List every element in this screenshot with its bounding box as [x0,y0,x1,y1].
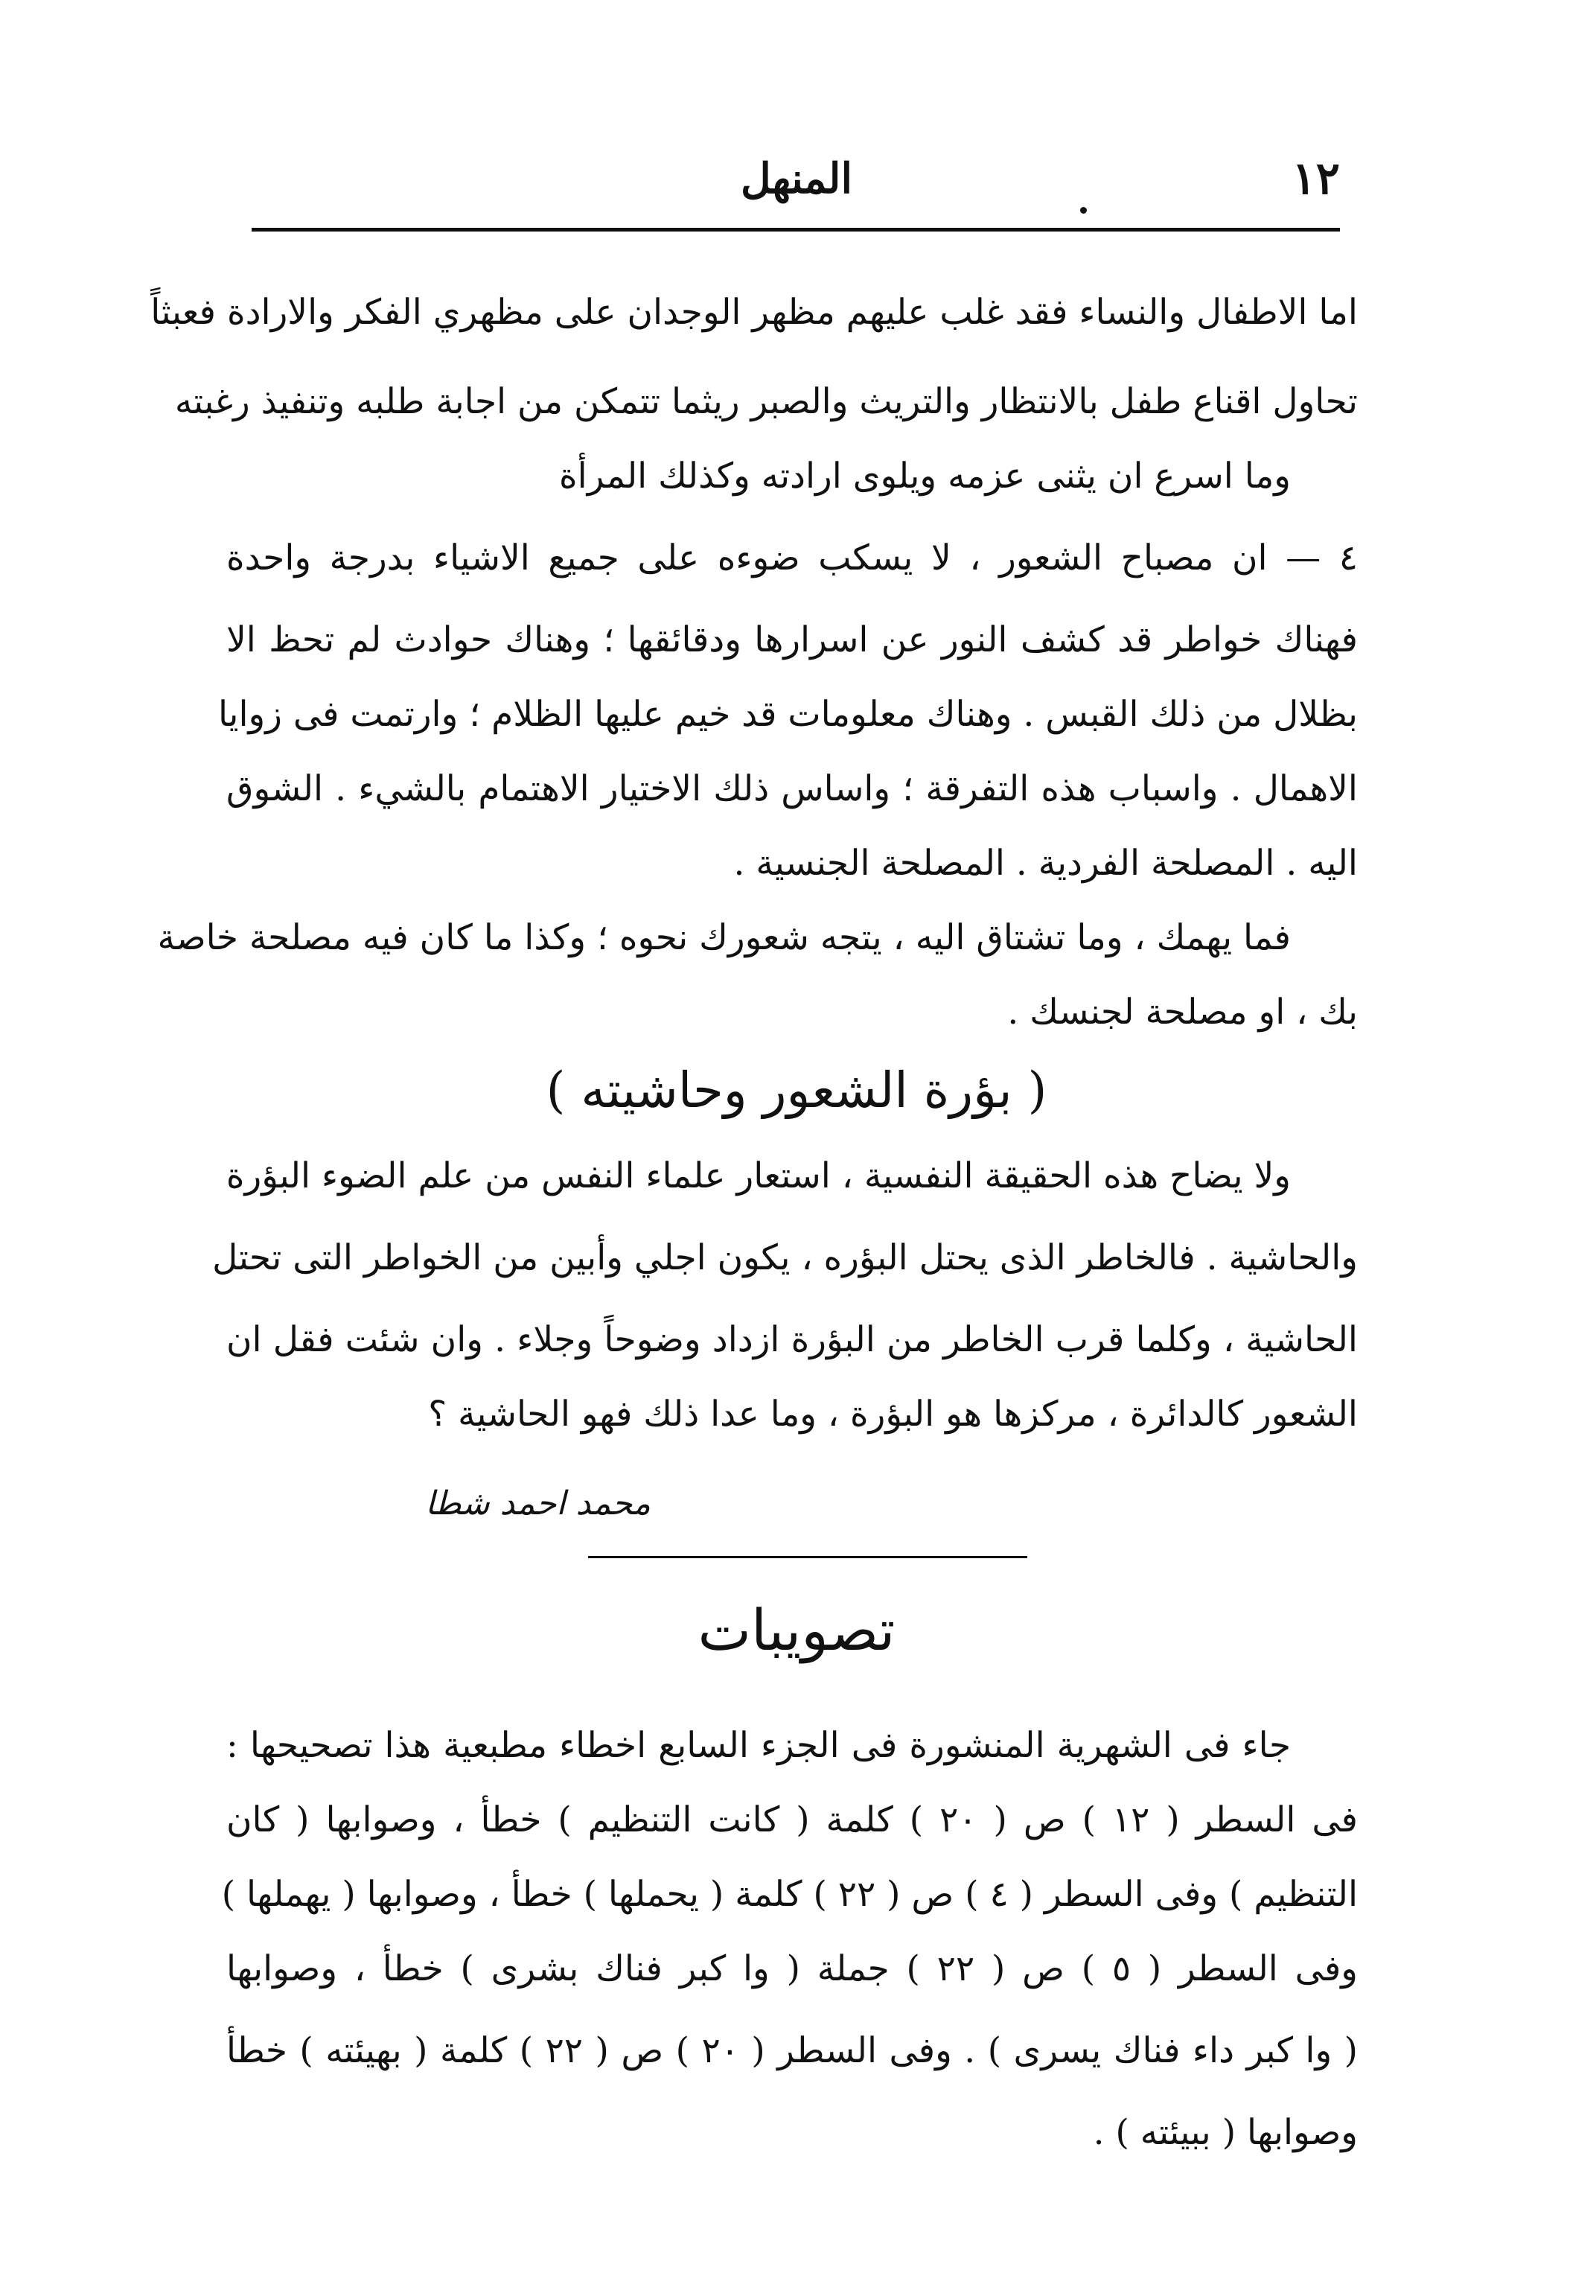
article-line: بظلال من ذلك القبس . وهناك معلومات قد خيم عليها الظلام ؛ وارتمت فى زوايا [218,694,1358,735]
page-header [253,149,1340,208]
section-divider [588,1556,1027,1558]
header-rule [252,228,1340,232]
article-line: وما اسرع ان يثنى عزمه ويلوى ارادته وكذلك المرأة [559,456,1291,497]
corrections-title: تصويبات [698,1597,896,1663]
ink-dot [1080,207,1087,214]
article-line: اما الاطفال والنساء فقد غلب عليهم مظهر الوجدان على مظهري الفكر والارادة فعبثاً [150,292,1358,333]
article-line: ٤ — ان مصباح الشعور ، لا يسكب ضوءه على جميع الاشياء بدرجة واحدة [226,538,1358,578]
section-line: الحاشية ، وكلما قرب الخاطر من البؤرة ازداد وضوحاً وجلاء . وان شئت فقل ان [226,1319,1358,1360]
article-line: الاهمال . واسباب هذه التفرقة ؛ واساس ذلك الاختيار الاهتمام بالشيء . الشوق [226,768,1358,809]
correction-line: التنظيم ) وفى السطر ( ٤ ) ص ( ٢٢ ) كلمة ( يحملها ) خطأ ، وصوابها ( يهملها ) [221,1874,1358,1915]
article-line: بك ، او مصلحة لجنسك . [1007,992,1358,1033]
article-line: فما يهمك ، وما تشتاق اليه ، يتجه شعورك نحوه ؛ وكذا ما كان فيه مصلحة خاصة [157,917,1291,958]
correction-line: فى السطر ( ١٢ ) ص ( ٢٠ ) كلمة ( كانت التنظيم ) خطأ ، وصوابها ( كان [226,1799,1359,1840]
correction-line: وصوابها ( ببيئته ) . [1093,2112,1358,2153]
running-title: المنهل [740,154,853,203]
article-line: فهناك خواطر قد كشف النور عن اسرارها ودقائقها ؛ وهناك حوادث لم تحظ الا [226,619,1358,660]
article-line: اليه . المصلحة الفردية . المصلحة الجنسية . [733,843,1358,884]
author-signature: محمد احمد شطا [425,1485,651,1522]
article-line: تحاول اقناع طفل بالانتظار والتريث والصبر ريثما تتمكن من اجابة طلبه وتنفيذ رغبته [174,381,1358,422]
correction-line: ( وا كبر داء فناك يسرى ) . وفى السطر ( ٢٠ ) ص ( ٢٢ ) كلمة ( بهيئته ) خطأ [226,2030,1358,2071]
section-line: ولا يضاح هذه الحقيقة النفسية ، استعار علماء النفس من علم الضوء البؤرة [226,1155,1291,1196]
page-number: ١٢ [1292,153,1340,205]
section-line: الشعور كالدائرة ، مركزها هو البؤرة ، وما عدا ذلك فهو الحاشية ؟ [428,1394,1358,1435]
correction-line: جاء فى الشهرية المنشورة فى الجزء السابع اخطاء مطبعية هذا تصحيحها : [226,1725,1291,1766]
section-line: والحاشية . فالخاطر الذى يحتل البؤره ، يكون اجلي وأبين من الخواطر التى تحتل [212,1237,1358,1278]
correction-line: وفى السطر ( ٥ ) ص ( ٢٢ ) جملة ( وا كبر فناك بشرى ) خطأ ، وصوابها [226,1948,1358,1989]
section-heading: ( بؤرة الشعور وحاشيته ) [546,1062,1047,1119]
